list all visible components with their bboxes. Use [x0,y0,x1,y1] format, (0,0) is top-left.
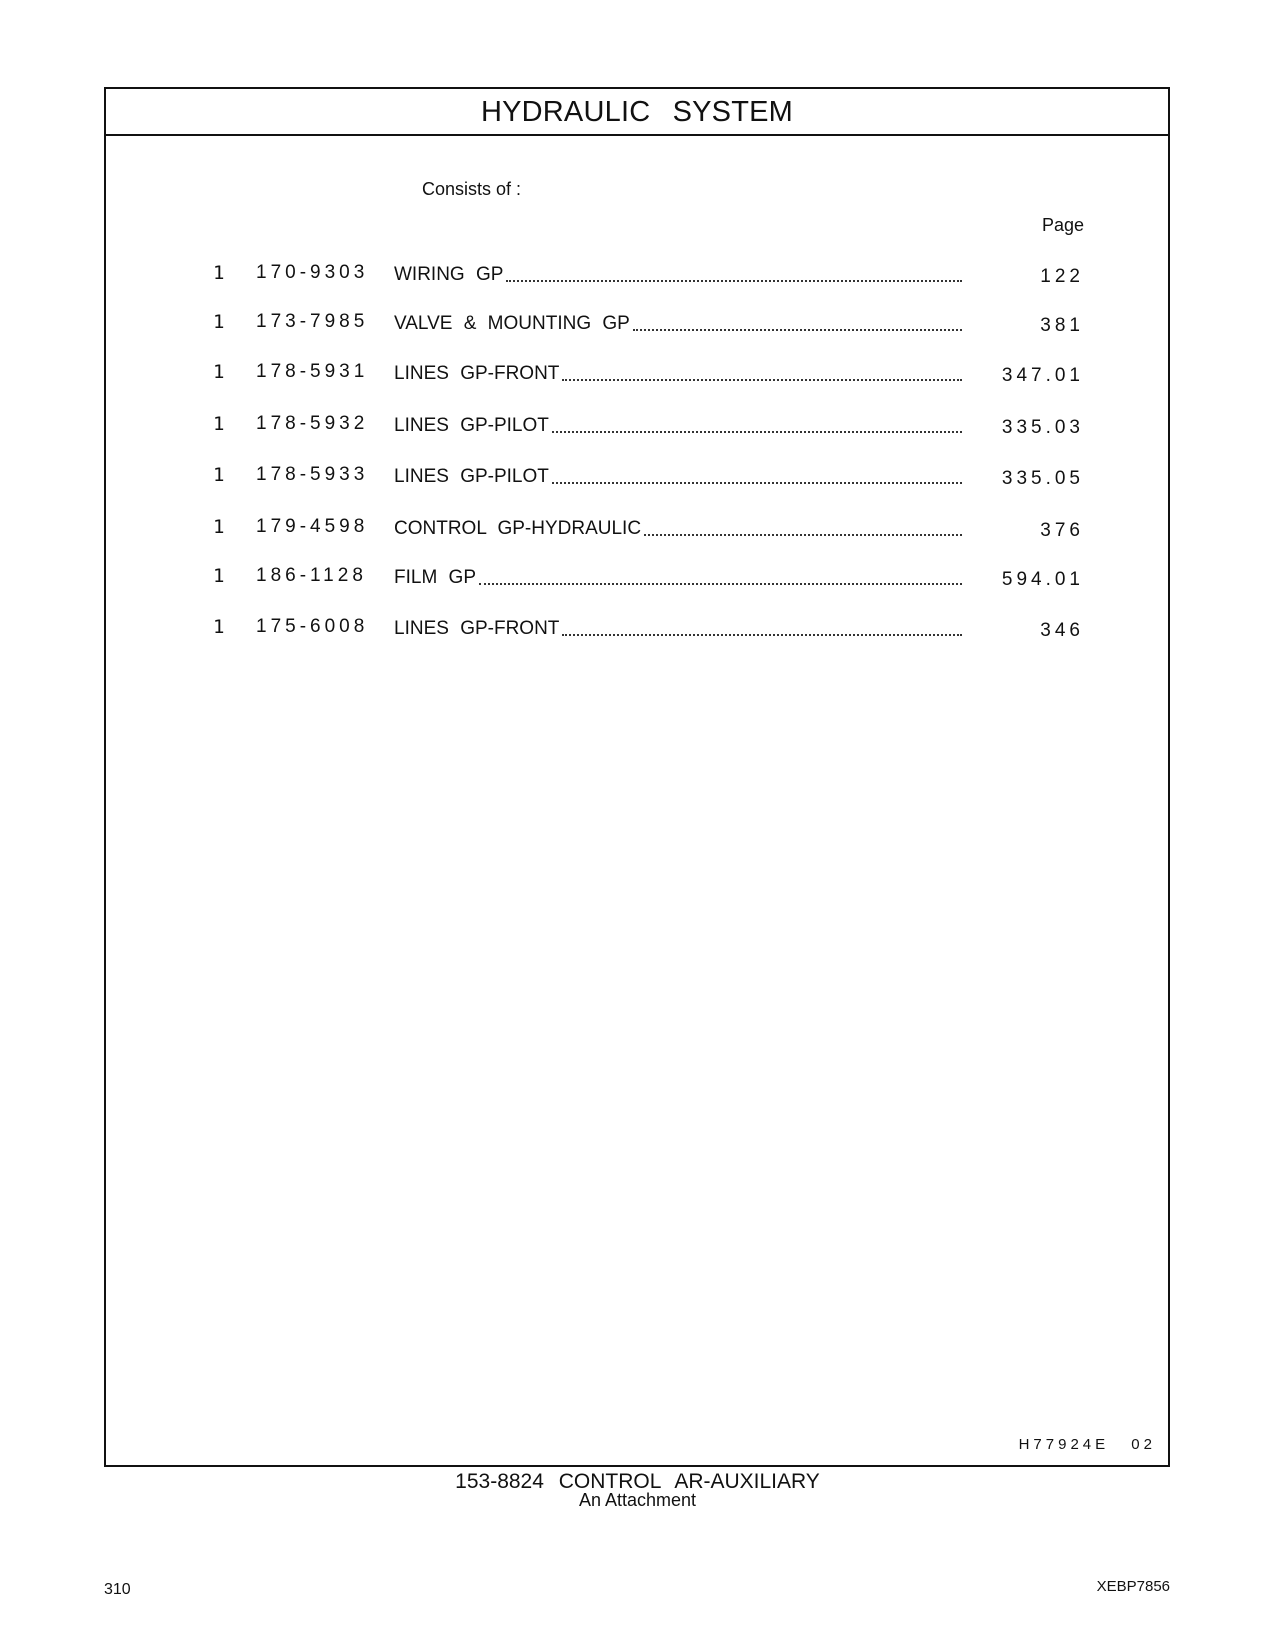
part-page: 347.01 [1001,365,1084,386]
consists-of-label: Consists of : [422,179,522,199]
dot-leader [552,466,962,484]
part-page: 346 [1040,620,1084,641]
dot-leader [633,313,962,331]
document-id: XEBP7856 [1096,1578,1170,1595]
page-number: 310 [104,1581,131,1598]
part-page: 594.01 [1001,569,1084,590]
part-description-line [394,363,962,389]
part-number: 178-5931 [256,361,369,382]
dot-leader [644,518,962,536]
part-description: LINES GP-FRONT [394,618,560,639]
part-page: 381 [1040,315,1084,336]
part-row [106,311,1168,341]
part-description-line [394,567,962,593]
part-qty: 1 [213,565,225,587]
part-row [106,616,1168,646]
part-row [106,565,1168,595]
part-description-line [394,264,962,290]
part-page: 335.03 [1001,417,1084,438]
part-row [106,516,1168,546]
dot-leader [562,618,962,636]
dot-leader [552,415,962,433]
part-number: 179-4598 [256,516,369,537]
part-number: 175-6008 [256,616,369,637]
part-page: 376 [1040,520,1084,541]
part-description: LINES GP-FRONT [394,363,560,384]
part-page: 122 [1040,266,1084,287]
part-description-line [394,466,962,492]
part-description: CONTROL GP-HYDRAULIC [394,518,642,539]
part-qty: 1 [213,516,225,538]
part-description: LINES GP-PILOT [394,415,549,436]
part-description: FILM GP [394,567,477,588]
part-row [106,361,1168,391]
part-description-line [394,518,962,544]
part-number: 186-1128 [256,565,367,586]
page-column-header: Page [1041,215,1084,235]
part-qty: 1 [213,311,225,333]
part-description: LINES GP-PILOT [394,466,549,487]
part-description: VALVE & MOUNTING GP [394,313,630,334]
footer-subtitle: An Attachment [578,1490,697,1510]
part-row [106,262,1168,292]
dot-leader [479,567,962,585]
part-qty: 1 [213,262,225,284]
part-qty: 1 [213,464,225,486]
part-row [106,413,1168,443]
part-number: 178-5932 [256,413,369,434]
part-number: 178-5933 [256,464,369,485]
part-number: 173-7985 [256,311,369,332]
part-description: WIRING GP [394,264,504,285]
part-qty: 1 [213,361,225,383]
dot-leader [562,363,962,381]
part-qty: 1 [213,616,225,638]
part-qty: 1 [213,413,225,435]
part-row [106,464,1168,494]
part-number: 170-9303 [256,262,369,283]
part-description-line [394,618,962,644]
part-description-line [394,313,962,339]
footer-title: 153-8824 CONTROL AR-AUXILIARY [455,1470,820,1493]
part-page: 335.05 [1001,468,1084,489]
part-description-line [394,415,962,441]
section-title: HYDRAULIC SYSTEM [106,89,1168,136]
illustration-code: H77924E 02 [1018,1436,1156,1453]
parts-frame [104,87,1170,1467]
dot-leader [506,264,962,282]
